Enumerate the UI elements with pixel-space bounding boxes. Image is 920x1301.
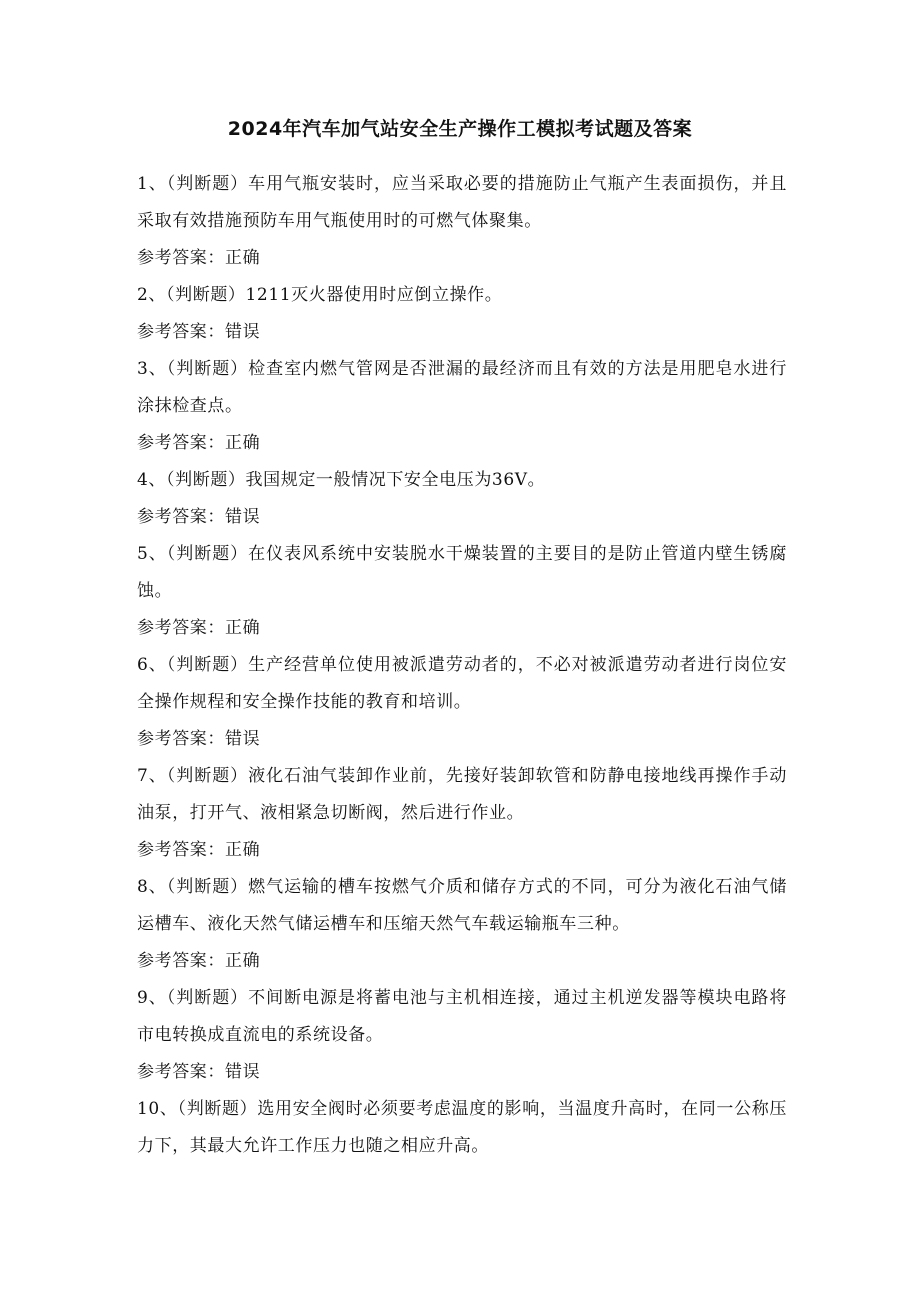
question-text: 8、（判断题）燃气运输的槽车按燃气介质和储存方式的不同，可分为液化石油气储运槽车、液化天然气储运槽车和压缩天然气车载运输瓶车三种。 (137, 877, 787, 934)
answer-text: 参考答案：正确 (137, 840, 261, 860)
question-8 (137, 869, 787, 980)
question-10 (137, 1091, 787, 1165)
answer-text: 参考答案：正确 (137, 433, 261, 453)
answer-text: 参考答案：正确 (137, 951, 261, 971)
question-7 (137, 758, 787, 869)
question-text: 10、（判断题）选用安全阀时必须要考虑温度的影响，当温度升高时，在同一公称压力下，其最大允许工作压力也随之相应升高。 (137, 1099, 787, 1156)
document-title: 2024年汽车加气站安全生产操作工模拟考试题及答案 (227, 118, 693, 140)
answer-text: 参考答案：错误 (137, 507, 261, 527)
question-6 (137, 647, 787, 758)
question-text: 6、（判断题）生产经营单位使用被派遣劳动者的，不必对被派遣劳动者进行岗位安全操作规程和安全操作技能的教育和培训。 (137, 655, 787, 712)
question-4 (137, 462, 787, 536)
question-list (137, 166, 787, 1165)
question-text: 1、（判断题）车用气瓶安装时，应当采取必要的措施防止气瓶产生表面损伤，并且采取有效措施预防车用气瓶使用时的可燃气体聚集。 (137, 174, 787, 231)
question-text: 5、（判断题）在仪表风系统中安装脱水干燥装置的主要目的是防止管道内壁生锈腐蚀。 (137, 544, 787, 601)
question-9 (137, 980, 787, 1091)
question-text: 2、（判断题）1211灭火器使用时应倒立操作。 (137, 285, 503, 305)
question-text: 3、（判断题）检查室内燃气管网是否泄漏的最经济而且有效的方法是用肥皂水进行涂抹检查点。 (137, 359, 787, 416)
question-5 (137, 536, 787, 647)
answer-text: 参考答案：正确 (137, 248, 261, 268)
question-3 (137, 351, 787, 462)
answer-text: 参考答案：错误 (137, 1062, 261, 1082)
question-2 (137, 277, 787, 351)
question-text: 9、（判断题）不间断电源是将蓄电池与主机相连接，通过主机逆发器等模块电路将市电转换成直流电的系统设备。 (137, 988, 787, 1045)
question-text: 7、（判断题）液化石油气装卸作业前，先接好装卸软管和防静电接地线再操作手动油泵，打开气、液相紧急切断阀，然后进行作业。 (137, 766, 787, 823)
question-1 (137, 166, 787, 277)
answer-text: 参考答案：错误 (137, 322, 261, 342)
answer-text: 参考答案：正确 (137, 618, 261, 638)
answer-text: 参考答案：错误 (137, 729, 261, 749)
question-text: 4、（判断题）我国规定一般情况下安全电压为36V。 (137, 470, 546, 490)
